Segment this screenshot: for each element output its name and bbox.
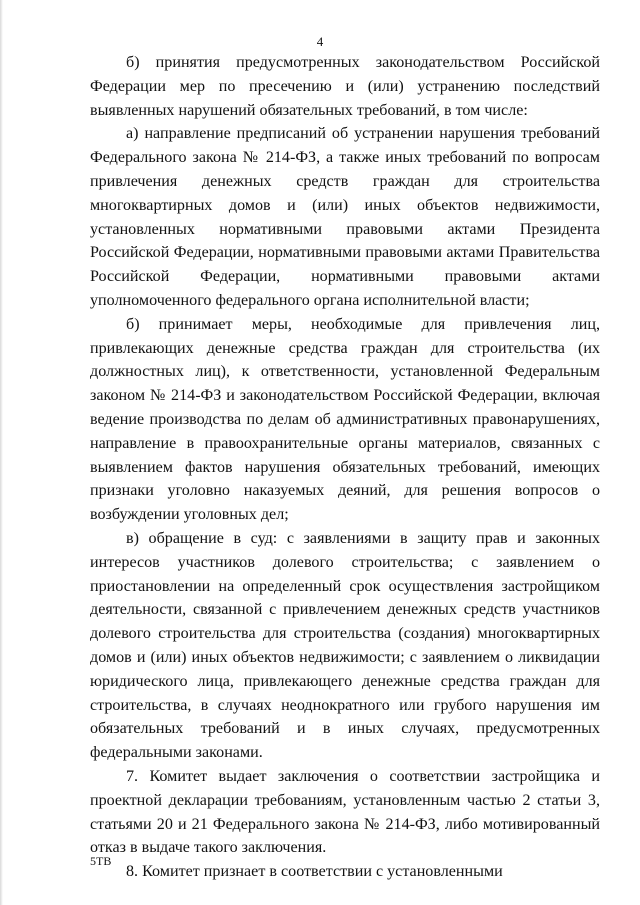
paragraph-item-8: 8. Комитет признает в соответствии с установленными: [126, 863, 503, 881]
paragraph-subitem-b: б) принимает меры, необходимые для привлечения лиц, привлекающих денежные средства граждан для строительства (их должностных лиц), к ответственности, установленной Федеральным законом № 214-ФЗ и законодательством Российской Федерации, включая ведение производства по делам об административных правонарушениях, направление в правоохранительные органы материалов, связанных с выявлением фактов нарушения обязательных требований, имеющих признаки уголовно наказуемых деяний, для решения вопросов о возбуждении уголовных дел;: [90, 315, 600, 524]
paragraph-subitem-v: в) обращение в суд: с заявлениями в защиту прав и законных интересов участников долевого строительства; с заявлением о приостановлении на определенный срок осуществления застройщиком деятельности, связанной с привлечением денежных средств участников долевого строительства для строительства (создания) многоквартирных домов и (или) иных объектов недвижимости; с заявлением о ликвидации юридического лица, привлекающего денежные средства граждан для строительства, в случаях неоднократного или грубого нарушения им обязательных требований и в иных случаях, предусмотренных федеральными законами.: [90, 529, 600, 762]
paragraph-item-7: 7. Комитет выдает заключения о соответствии застройщика и проектной декларации требованиям, установленным частью 2 статьи 3, статьями 20 и 21 Федерального закона № 214-ФЗ, либо мотивированный отказ в выдаче такого заключения.: [90, 767, 600, 857]
paragraph-subitem-a: а) направление предписаний об устранении нарушения требований Федерального закона № 214-ФЗ, а также иных требований по вопросам привлечения денежных средств граждан для строительства многоквартирных домов и (или) иных объектов недвижимости, установленных нормативными правовыми актами Президента Российской Федерации, нормативными правовыми актами Правительства Российской Федерации, нормативными правовыми актами уполномоченного федерального органа исполнительной власти;: [90, 125, 600, 309]
footer-code: 5ТВ: [90, 854, 112, 868]
paragraph-item-b: б) принятия предусмотренных законодательством Российской Федерации мер по пресечению и (или) устранению последствий выявленных нарушений обязательных требований, в том числе:: [90, 54, 600, 119]
scan-edge: [0, 0, 3, 905]
document-body: [90, 51, 600, 884]
page-number: 4: [316, 34, 324, 49]
